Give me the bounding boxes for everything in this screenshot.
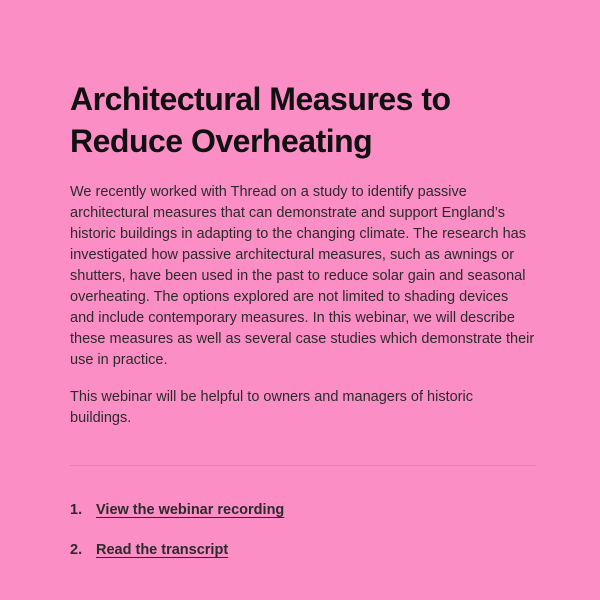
list-number: 1. [70,502,83,518]
divider [70,465,536,466]
intro-paragraph: We recently worked with Thread on a study to identify passive architectural measures that can demonstrate and support England’s historic buildings in adapting to the changing climate. The research has investigated how passive architectural measures, such as awnings or shutters, have been used in the past to reduce solar gain and seasonal overheating. The options explored are not limited to shading devices and include contemporary measures. In this webinar, we will describe these measures as well as several case studies which demonstrate their use in practice. [70,184,535,368]
list-number: 2. [70,542,83,558]
webinar-recording-link[interactable]: View the webinar recording [96,502,285,518]
audience-paragraph: This webinar will be helpful to owners and managers of historic buildings. [70,389,473,426]
list-item-transcript [70,540,536,561]
transcript-link[interactable]: Read the transcript [96,542,229,558]
page-title: Architectural Measures to Reduce Overheating [70,81,451,159]
list-item-recording [70,500,536,521]
resource-list [70,500,536,561]
